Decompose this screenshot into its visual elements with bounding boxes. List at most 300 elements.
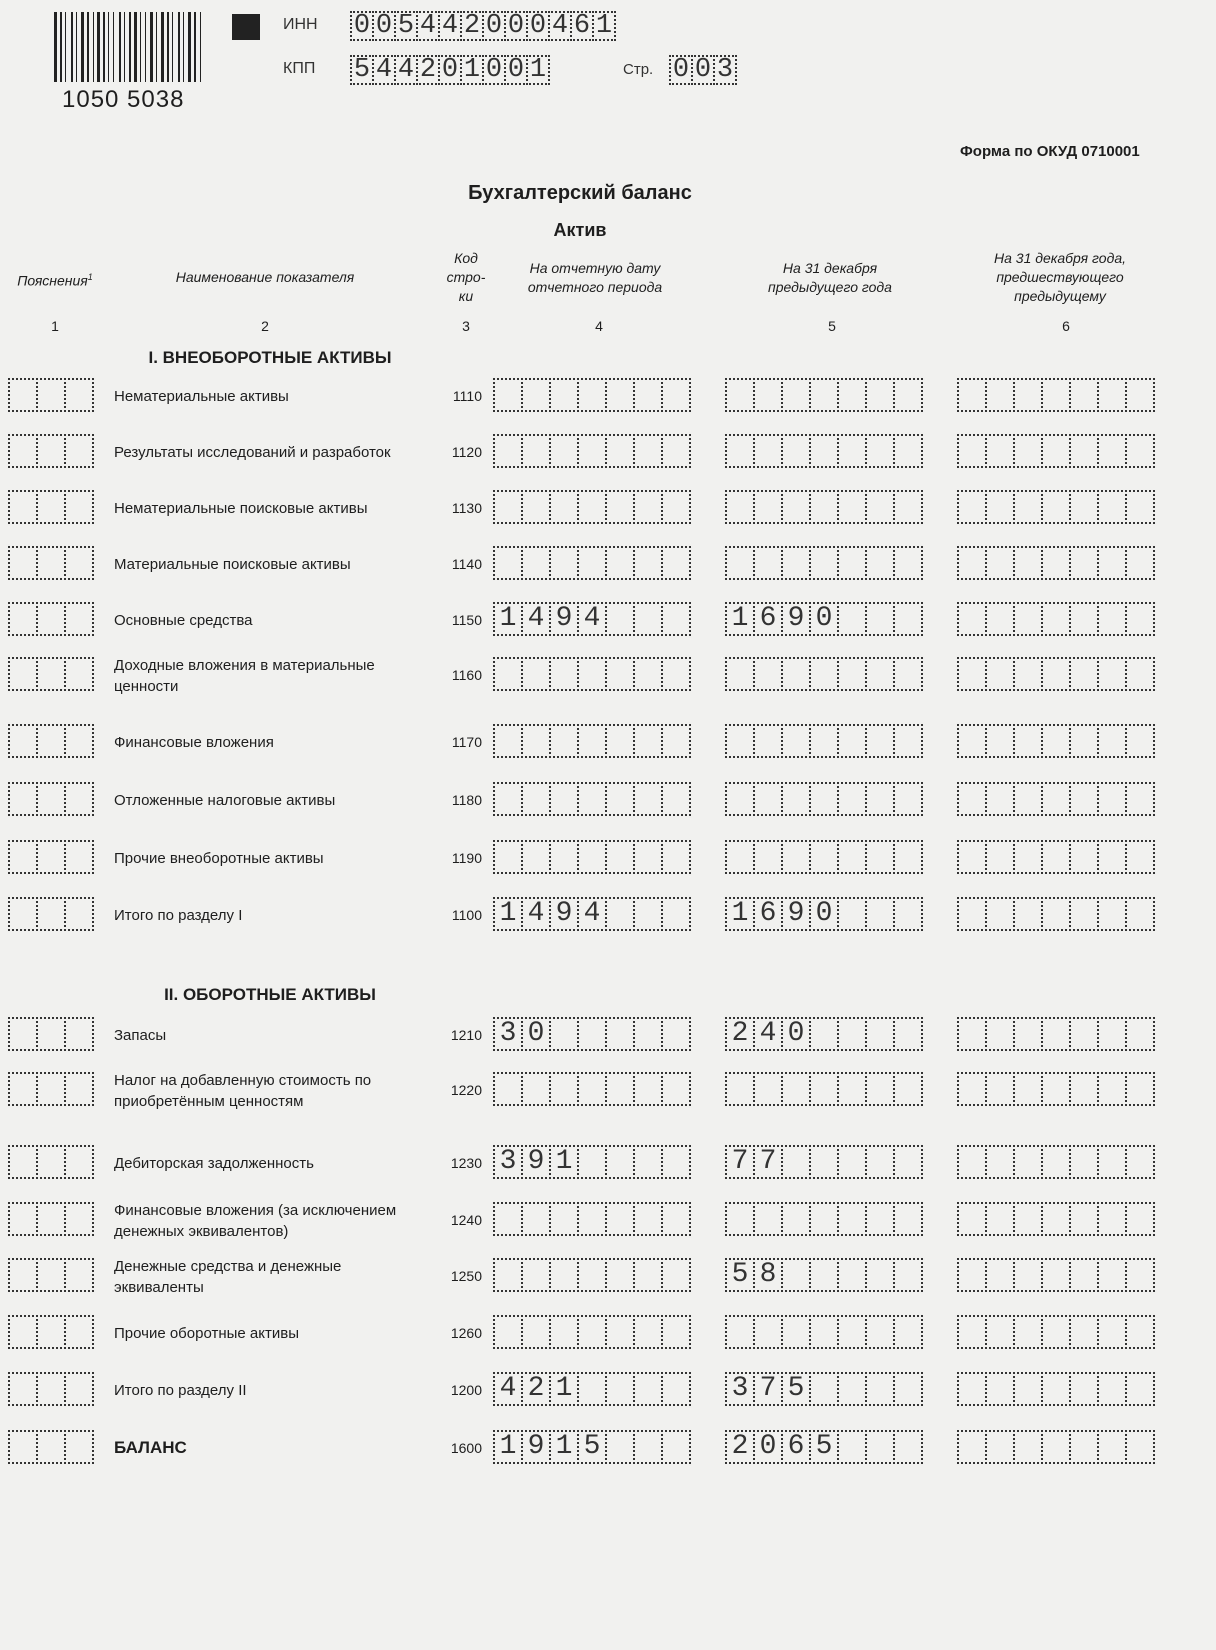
explanation-cell[interactable] — [64, 1430, 94, 1464]
value-empty-cell[interactable] — [1013, 1145, 1043, 1179]
value-empty-cell[interactable] — [809, 1017, 839, 1051]
value-empty-cell[interactable] — [605, 1315, 635, 1349]
value-empty-cell[interactable] — [1069, 1017, 1099, 1051]
value-empty-cell[interactable] — [1097, 602, 1127, 636]
value-empty-cell[interactable] — [661, 657, 691, 691]
value-empty-cell[interactable] — [753, 546, 783, 580]
value-empty-cell[interactable] — [633, 897, 663, 931]
value-empty-cell[interactable] — [1041, 1202, 1071, 1236]
value-empty-cell[interactable] — [809, 782, 839, 816]
value-empty-cell[interactable] — [661, 1145, 691, 1179]
value-empty-cell[interactable] — [1069, 1258, 1099, 1292]
value-empty-cell[interactable] — [865, 897, 895, 931]
value-empty-cell[interactable] — [985, 1202, 1015, 1236]
value-empty-cell[interactable] — [893, 490, 923, 524]
value-empty-cell[interactable] — [493, 840, 523, 874]
value-empty-cell[interactable] — [1013, 1072, 1043, 1106]
value-digit-cell[interactable]: 0 — [781, 1017, 811, 1051]
value-empty-cell[interactable] — [521, 840, 551, 874]
value-empty-cell[interactable] — [633, 434, 663, 468]
explanation-cell[interactable] — [8, 840, 38, 874]
value-empty-cell[interactable] — [893, 1072, 923, 1106]
value-empty-cell[interactable] — [661, 378, 691, 412]
value-empty-cell[interactable] — [577, 490, 607, 524]
value-empty-cell[interactable] — [577, 434, 607, 468]
value-empty-cell[interactable] — [957, 1145, 987, 1179]
value-empty-cell[interactable] — [753, 724, 783, 758]
value-empty-cell[interactable] — [1069, 546, 1099, 580]
value-empty-cell[interactable] — [549, 1202, 579, 1236]
value-empty-cell[interactable] — [809, 1072, 839, 1106]
value-empty-cell[interactable] — [893, 657, 923, 691]
value-digit-cell[interactable]: 0 — [753, 1430, 783, 1464]
value-empty-cell[interactable] — [633, 724, 663, 758]
value-empty-cell[interactable] — [837, 782, 867, 816]
value-digit-cell[interactable]: 9 — [521, 1430, 551, 1464]
value-digit-cell[interactable]: 5 — [781, 1372, 811, 1406]
value-empty-cell[interactable] — [865, 1145, 895, 1179]
value-digit-cell[interactable]: 7 — [753, 1372, 783, 1406]
value-empty-cell[interactable] — [577, 840, 607, 874]
value-digit-cell[interactable]: 4 — [577, 602, 607, 636]
value-empty-cell[interactable] — [1069, 1202, 1099, 1236]
value-empty-cell[interactable] — [809, 1258, 839, 1292]
value-empty-cell[interactable] — [837, 1017, 867, 1051]
value-empty-cell[interactable] — [1013, 840, 1043, 874]
value-empty-cell[interactable] — [521, 490, 551, 524]
value-empty-cell[interactable] — [893, 1372, 923, 1406]
value-empty-cell[interactable] — [837, 1145, 867, 1179]
value-empty-cell[interactable] — [1097, 490, 1127, 524]
value-empty-cell[interactable] — [605, 1372, 635, 1406]
value-empty-cell[interactable] — [1041, 657, 1071, 691]
value-empty-cell[interactable] — [1097, 1072, 1127, 1106]
value-empty-cell[interactable] — [753, 1202, 783, 1236]
value-empty-cell[interactable] — [577, 1072, 607, 1106]
value-empty-cell[interactable] — [1069, 602, 1099, 636]
value-empty-cell[interactable] — [1069, 724, 1099, 758]
value-empty-cell[interactable] — [725, 840, 755, 874]
value-empty-cell[interactable] — [577, 1258, 607, 1292]
value-empty-cell[interactable] — [893, 1430, 923, 1464]
value-empty-cell[interactable] — [1013, 1258, 1043, 1292]
value-empty-cell[interactable] — [1013, 724, 1043, 758]
value-empty-cell[interactable] — [633, 1315, 663, 1349]
value-digit-cell[interactable]: 1 — [549, 1145, 579, 1179]
value-empty-cell[interactable] — [985, 724, 1015, 758]
value-empty-cell[interactable] — [661, 1315, 691, 1349]
value-empty-cell[interactable] — [633, 782, 663, 816]
value-empty-cell[interactable] — [753, 840, 783, 874]
value-empty-cell[interactable] — [1097, 1258, 1127, 1292]
value-empty-cell[interactable] — [1041, 1017, 1071, 1051]
value-empty-cell[interactable] — [893, 602, 923, 636]
value-empty-cell[interactable] — [809, 378, 839, 412]
value-empty-cell[interactable] — [1069, 490, 1099, 524]
value-empty-cell[interactable] — [809, 724, 839, 758]
value-empty-cell[interactable] — [577, 1372, 607, 1406]
value-empty-cell[interactable] — [549, 1017, 579, 1051]
value-empty-cell[interactable] — [549, 1315, 579, 1349]
value-empty-cell[interactable] — [837, 1430, 867, 1464]
value-digit-cell[interactable]: 4 — [577, 897, 607, 931]
value-empty-cell[interactable] — [1041, 1072, 1071, 1106]
value-digit-cell[interactable]: 0 — [809, 897, 839, 931]
value-empty-cell[interactable] — [1125, 1017, 1155, 1051]
explanation-cell[interactable] — [8, 724, 38, 758]
value-empty-cell[interactable] — [809, 1315, 839, 1349]
value-empty-cell[interactable] — [865, 724, 895, 758]
value-empty-cell[interactable] — [837, 1315, 867, 1349]
value-empty-cell[interactable] — [1125, 1430, 1155, 1464]
value-empty-cell[interactable] — [549, 1258, 579, 1292]
value-empty-cell[interactable] — [865, 1430, 895, 1464]
value-empty-cell[interactable] — [549, 724, 579, 758]
explanation-cell[interactable] — [64, 490, 94, 524]
value-empty-cell[interactable] — [1041, 378, 1071, 412]
value-empty-cell[interactable] — [1041, 434, 1071, 468]
value-empty-cell[interactable] — [1069, 1315, 1099, 1349]
value-empty-cell[interactable] — [957, 782, 987, 816]
value-empty-cell[interactable] — [521, 1072, 551, 1106]
value-empty-cell[interactable] — [893, 546, 923, 580]
value-empty-cell[interactable] — [521, 782, 551, 816]
value-empty-cell[interactable] — [1013, 657, 1043, 691]
value-empty-cell[interactable] — [1125, 724, 1155, 758]
value-digit-cell[interactable]: 9 — [781, 897, 811, 931]
explanation-cell[interactable] — [36, 1258, 66, 1292]
value-empty-cell[interactable] — [633, 1017, 663, 1051]
value-empty-cell[interactable] — [605, 840, 635, 874]
explanation-cell[interactable] — [64, 724, 94, 758]
value-empty-cell[interactable] — [725, 490, 755, 524]
value-digit-cell[interactable]: 7 — [725, 1145, 755, 1179]
value-empty-cell[interactable] — [1125, 897, 1155, 931]
value-empty-cell[interactable] — [577, 1315, 607, 1349]
value-empty-cell[interactable] — [1097, 782, 1127, 816]
value-digit-cell[interactable]: 1 — [493, 897, 523, 931]
value-empty-cell[interactable] — [1013, 1315, 1043, 1349]
explanation-cell[interactable] — [8, 1258, 38, 1292]
value-empty-cell[interactable] — [1041, 490, 1071, 524]
value-empty-cell[interactable] — [893, 724, 923, 758]
explanation-cell[interactable] — [36, 657, 66, 691]
value-empty-cell[interactable] — [1097, 1315, 1127, 1349]
explanation-cell[interactable] — [64, 1258, 94, 1292]
value-empty-cell[interactable] — [1125, 782, 1155, 816]
value-digit-cell[interactable]: 9 — [781, 602, 811, 636]
value-digit-cell[interactable]: 4 — [493, 1372, 523, 1406]
value-empty-cell[interactable] — [1013, 378, 1043, 412]
value-empty-cell[interactable] — [1125, 602, 1155, 636]
value-empty-cell[interactable] — [957, 1072, 987, 1106]
value-empty-cell[interactable] — [605, 1145, 635, 1179]
explanation-cell[interactable] — [64, 1017, 94, 1051]
value-digit-cell[interactable]: 8 — [753, 1258, 783, 1292]
value-empty-cell[interactable] — [865, 782, 895, 816]
value-empty-cell[interactable] — [957, 434, 987, 468]
value-empty-cell[interactable] — [781, 378, 811, 412]
explanation-cell[interactable] — [8, 602, 38, 636]
value-empty-cell[interactable] — [1013, 1372, 1043, 1406]
explanation-cell[interactable] — [64, 378, 94, 412]
value-empty-cell[interactable] — [661, 897, 691, 931]
value-empty-cell[interactable] — [725, 1315, 755, 1349]
value-empty-cell[interactable] — [957, 1017, 987, 1051]
value-empty-cell[interactable] — [549, 1072, 579, 1106]
value-empty-cell[interactable] — [1125, 840, 1155, 874]
value-empty-cell[interactable] — [781, 434, 811, 468]
value-digit-cell[interactable]: 0 — [521, 1017, 551, 1051]
value-empty-cell[interactable] — [893, 782, 923, 816]
value-empty-cell[interactable] — [605, 1202, 635, 1236]
value-empty-cell[interactable] — [1097, 897, 1127, 931]
value-empty-cell[interactable] — [985, 1017, 1015, 1051]
value-empty-cell[interactable] — [1013, 1017, 1043, 1051]
value-empty-cell[interactable] — [633, 1202, 663, 1236]
value-empty-cell[interactable] — [1125, 1202, 1155, 1236]
value-empty-cell[interactable] — [781, 724, 811, 758]
value-empty-cell[interactable] — [1125, 546, 1155, 580]
explanation-cell[interactable] — [64, 657, 94, 691]
value-empty-cell[interactable] — [985, 1315, 1015, 1349]
explanation-cell[interactable] — [36, 1315, 66, 1349]
value-empty-cell[interactable] — [1125, 1072, 1155, 1106]
value-empty-cell[interactable] — [1013, 782, 1043, 816]
value-empty-cell[interactable] — [837, 1258, 867, 1292]
value-empty-cell[interactable] — [865, 1258, 895, 1292]
value-digit-cell[interactable]: 4 — [521, 897, 551, 931]
value-empty-cell[interactable] — [957, 546, 987, 580]
value-empty-cell[interactable] — [493, 1258, 523, 1292]
value-empty-cell[interactable] — [837, 1202, 867, 1236]
value-empty-cell[interactable] — [605, 1258, 635, 1292]
value-empty-cell[interactable] — [1041, 782, 1071, 816]
value-empty-cell[interactable] — [893, 434, 923, 468]
explanation-cell[interactable] — [8, 1315, 38, 1349]
value-empty-cell[interactable] — [1069, 840, 1099, 874]
value-empty-cell[interactable] — [1125, 434, 1155, 468]
value-empty-cell[interactable] — [837, 724, 867, 758]
value-empty-cell[interactable] — [893, 840, 923, 874]
value-empty-cell[interactable] — [633, 1072, 663, 1106]
value-empty-cell[interactable] — [1041, 724, 1071, 758]
value-empty-cell[interactable] — [1041, 602, 1071, 636]
explanation-cell[interactable] — [36, 434, 66, 468]
value-empty-cell[interactable] — [753, 657, 783, 691]
value-empty-cell[interactable] — [809, 657, 839, 691]
value-empty-cell[interactable] — [725, 657, 755, 691]
value-empty-cell[interactable] — [633, 546, 663, 580]
value-empty-cell[interactable] — [633, 378, 663, 412]
value-empty-cell[interactable] — [1069, 434, 1099, 468]
value-empty-cell[interactable] — [1013, 546, 1043, 580]
explanation-cell[interactable] — [8, 1372, 38, 1406]
value-empty-cell[interactable] — [1125, 1145, 1155, 1179]
explanation-cell[interactable] — [36, 1017, 66, 1051]
value-empty-cell[interactable] — [633, 490, 663, 524]
value-empty-cell[interactable] — [605, 1430, 635, 1464]
value-empty-cell[interactable] — [1013, 602, 1043, 636]
value-empty-cell[interactable] — [985, 782, 1015, 816]
value-empty-cell[interactable] — [809, 840, 839, 874]
value-empty-cell[interactable] — [549, 546, 579, 580]
value-digit-cell[interactable]: 5 — [725, 1258, 755, 1292]
explanation-cell[interactable] — [36, 897, 66, 931]
value-empty-cell[interactable] — [985, 897, 1015, 931]
value-empty-cell[interactable] — [865, 546, 895, 580]
value-empty-cell[interactable] — [781, 840, 811, 874]
value-empty-cell[interactable] — [985, 657, 1015, 691]
value-empty-cell[interactable] — [605, 1072, 635, 1106]
value-empty-cell[interactable] — [837, 378, 867, 412]
value-empty-cell[interactable] — [1069, 378, 1099, 412]
value-empty-cell[interactable] — [605, 434, 635, 468]
value-empty-cell[interactable] — [725, 378, 755, 412]
value-digit-cell[interactable]: 1 — [493, 1430, 523, 1464]
value-empty-cell[interactable] — [493, 724, 523, 758]
value-empty-cell[interactable] — [781, 657, 811, 691]
value-empty-cell[interactable] — [549, 378, 579, 412]
explanation-cell[interactable] — [64, 434, 94, 468]
value-empty-cell[interactable] — [837, 657, 867, 691]
value-empty-cell[interactable] — [781, 1202, 811, 1236]
value-digit-cell[interactable]: 0 — [809, 602, 839, 636]
value-empty-cell[interactable] — [577, 378, 607, 412]
value-empty-cell[interactable] — [893, 1202, 923, 1236]
value-empty-cell[interactable] — [1013, 490, 1043, 524]
value-empty-cell[interactable] — [1069, 657, 1099, 691]
value-empty-cell[interactable] — [865, 1017, 895, 1051]
value-empty-cell[interactable] — [661, 1072, 691, 1106]
value-empty-cell[interactable] — [837, 897, 867, 931]
value-empty-cell[interactable] — [957, 378, 987, 412]
value-empty-cell[interactable] — [809, 490, 839, 524]
value-digit-cell[interactable]: 1 — [549, 1372, 579, 1406]
value-empty-cell[interactable] — [985, 1072, 1015, 1106]
value-digit-cell[interactable]: 4 — [753, 1017, 783, 1051]
value-empty-cell[interactable] — [985, 1430, 1015, 1464]
value-empty-cell[interactable] — [725, 434, 755, 468]
value-empty-cell[interactable] — [1125, 657, 1155, 691]
value-empty-cell[interactable] — [605, 602, 635, 636]
value-empty-cell[interactable] — [865, 1372, 895, 1406]
value-empty-cell[interactable] — [1013, 434, 1043, 468]
value-empty-cell[interactable] — [837, 546, 867, 580]
value-empty-cell[interactable] — [661, 490, 691, 524]
value-empty-cell[interactable] — [549, 490, 579, 524]
value-empty-cell[interactable] — [661, 1372, 691, 1406]
value-empty-cell[interactable] — [577, 724, 607, 758]
value-empty-cell[interactable] — [957, 1202, 987, 1236]
value-empty-cell[interactable] — [1125, 490, 1155, 524]
value-empty-cell[interactable] — [1125, 1315, 1155, 1349]
explanation-cell[interactable] — [8, 657, 38, 691]
value-empty-cell[interactable] — [809, 1372, 839, 1406]
value-empty-cell[interactable] — [957, 657, 987, 691]
value-empty-cell[interactable] — [753, 782, 783, 816]
explanation-cell[interactable] — [8, 1430, 38, 1464]
value-empty-cell[interactable] — [893, 1017, 923, 1051]
value-digit-cell[interactable]: 2 — [521, 1372, 551, 1406]
value-empty-cell[interactable] — [781, 782, 811, 816]
value-empty-cell[interactable] — [837, 490, 867, 524]
value-empty-cell[interactable] — [661, 1017, 691, 1051]
value-empty-cell[interactable] — [661, 1430, 691, 1464]
value-digit-cell[interactable]: 1 — [493, 602, 523, 636]
value-empty-cell[interactable] — [753, 490, 783, 524]
value-empty-cell[interactable] — [893, 378, 923, 412]
value-empty-cell[interactable] — [521, 1202, 551, 1236]
value-empty-cell[interactable] — [781, 490, 811, 524]
value-empty-cell[interactable] — [661, 782, 691, 816]
explanation-cell[interactable] — [64, 1372, 94, 1406]
value-empty-cell[interactable] — [493, 1072, 523, 1106]
value-empty-cell[interactable] — [957, 1315, 987, 1349]
value-empty-cell[interactable] — [985, 602, 1015, 636]
value-empty-cell[interactable] — [781, 1072, 811, 1106]
value-digit-cell[interactable]: 5 — [809, 1430, 839, 1464]
value-empty-cell[interactable] — [577, 782, 607, 816]
explanation-cell[interactable] — [8, 378, 38, 412]
value-empty-cell[interactable] — [753, 378, 783, 412]
value-empty-cell[interactable] — [577, 1202, 607, 1236]
value-empty-cell[interactable] — [753, 1315, 783, 1349]
value-empty-cell[interactable] — [957, 1372, 987, 1406]
explanation-cell[interactable] — [64, 602, 94, 636]
value-empty-cell[interactable] — [957, 490, 987, 524]
value-empty-cell[interactable] — [1041, 1145, 1071, 1179]
value-empty-cell[interactable] — [1041, 1430, 1071, 1464]
explanation-cell[interactable] — [36, 490, 66, 524]
value-empty-cell[interactable] — [493, 378, 523, 412]
value-digit-cell[interactable]: 9 — [549, 897, 579, 931]
value-empty-cell[interactable] — [837, 602, 867, 636]
value-empty-cell[interactable] — [957, 724, 987, 758]
value-empty-cell[interactable] — [725, 1202, 755, 1236]
value-empty-cell[interactable] — [893, 1315, 923, 1349]
value-empty-cell[interactable] — [493, 490, 523, 524]
explanation-cell[interactable] — [8, 1072, 38, 1106]
value-empty-cell[interactable] — [1041, 1258, 1071, 1292]
value-empty-cell[interactable] — [1069, 782, 1099, 816]
value-empty-cell[interactable] — [633, 1258, 663, 1292]
value-empty-cell[interactable] — [1097, 840, 1127, 874]
value-empty-cell[interactable] — [605, 897, 635, 931]
value-empty-cell[interactable] — [781, 546, 811, 580]
value-empty-cell[interactable] — [605, 724, 635, 758]
value-empty-cell[interactable] — [1069, 897, 1099, 931]
explanation-cell[interactable] — [36, 546, 66, 580]
value-digit-cell[interactable]: 4 — [521, 602, 551, 636]
explanation-cell[interactable] — [36, 1202, 66, 1236]
value-empty-cell[interactable] — [1097, 1430, 1127, 1464]
explanation-cell[interactable] — [64, 782, 94, 816]
value-empty-cell[interactable] — [1041, 1372, 1071, 1406]
value-empty-cell[interactable] — [985, 490, 1015, 524]
explanation-cell[interactable] — [64, 1315, 94, 1349]
value-empty-cell[interactable] — [809, 434, 839, 468]
value-empty-cell[interactable] — [985, 1258, 1015, 1292]
value-empty-cell[interactable] — [577, 657, 607, 691]
value-empty-cell[interactable] — [985, 1145, 1015, 1179]
value-empty-cell[interactable] — [837, 434, 867, 468]
value-empty-cell[interactable] — [605, 378, 635, 412]
value-empty-cell[interactable] — [985, 1372, 1015, 1406]
value-digit-cell[interactable]: 2 — [725, 1430, 755, 1464]
value-empty-cell[interactable] — [957, 1430, 987, 1464]
value-empty-cell[interactable] — [865, 1202, 895, 1236]
